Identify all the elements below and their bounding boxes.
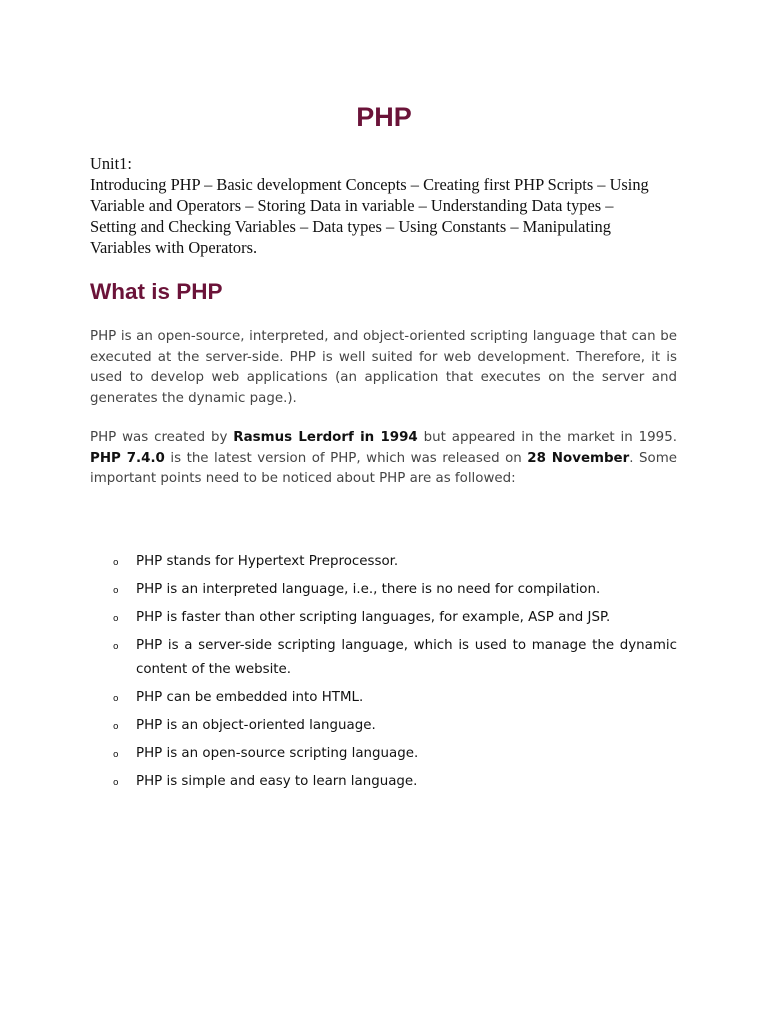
- list-item-text: PHP is an open-source scripting language.: [136, 746, 419, 762]
- list-item-text: PHP is simple and easy to learn language.: [136, 774, 418, 790]
- history-text-3: is the latest version of PHP, which was released on: [164, 450, 528, 466]
- section-heading: What is PHP: [90, 279, 223, 304]
- list-item: [90, 770, 677, 794]
- bullet-marker: o: [113, 558, 119, 568]
- history-text-2: but appeared in the market in 1995.: [417, 430, 677, 445]
- php-points-list: [90, 550, 677, 798]
- list-item: [90, 578, 677, 602]
- list-item-text: PHP is an object-oriented language.: [136, 717, 376, 733]
- bullet-marker: o: [113, 778, 119, 789]
- version-bold: PHP 7.4.0: [90, 450, 165, 466]
- list-item: [90, 742, 677, 766]
- list-item-text: PHP stands for Hypertext Preprocessor.: [136, 554, 399, 569]
- list-item-text: PHP is an interpreted language, i.e., there is no need for compilation.: [136, 582, 601, 598]
- intro-paragraph: PHP is an open-source, interpreted, and object-oriented scripting language that can be executed at the server-side. PHP is well suited for web development. Therefore, it is used to develop web applications (an application that executes on the server and generates the dynamic page.).: [90, 329, 677, 406]
- list-item: [90, 686, 677, 710]
- list-item-text: PHP is a server-side scripting language, which is used to manage the dynamic content of the website.: [136, 638, 677, 677]
- history-text-1: PHP was created by: [90, 430, 234, 445]
- list-item: [90, 606, 677, 630]
- history-text-4: . Some important points need to be noticed about PHP are as followed:: [90, 450, 677, 487]
- release-date-bold: 28 November: [527, 450, 630, 466]
- list-item: [90, 634, 677, 681]
- page-title: PHP: [356, 102, 412, 132]
- bullet-marker: o: [113, 642, 119, 653]
- bullet-marker: o: [113, 614, 119, 625]
- unit-topics: Introducing PHP – Basic development Concepts – Creating first PHP Scripts – Using Variable and Operators – Storing Data in variable – Understanding Data types – Setting and Checking Variables – Data types – Using Constants – Manipulating Variables with Operators.: [90, 175, 649, 257]
- unit-label: Unit1:: [90, 154, 132, 173]
- bullet-marker: o: [113, 721, 119, 732]
- history-paragraph: [90, 428, 677, 490]
- bullet-marker: o: [113, 693, 119, 704]
- bullet-marker: o: [113, 586, 119, 597]
- list-item: [90, 550, 677, 574]
- unit-syllabus: [90, 153, 660, 258]
- list-item-text: PHP is faster than other scripting languages, for example, ASP and JSP.: [136, 610, 611, 626]
- list-item-text: PHP can be embedded into HTML.: [136, 689, 364, 705]
- bullet-marker: o: [113, 750, 119, 761]
- creator-bold: Rasmus Lerdorf in 1994: [233, 430, 418, 445]
- list-item: [90, 714, 677, 738]
